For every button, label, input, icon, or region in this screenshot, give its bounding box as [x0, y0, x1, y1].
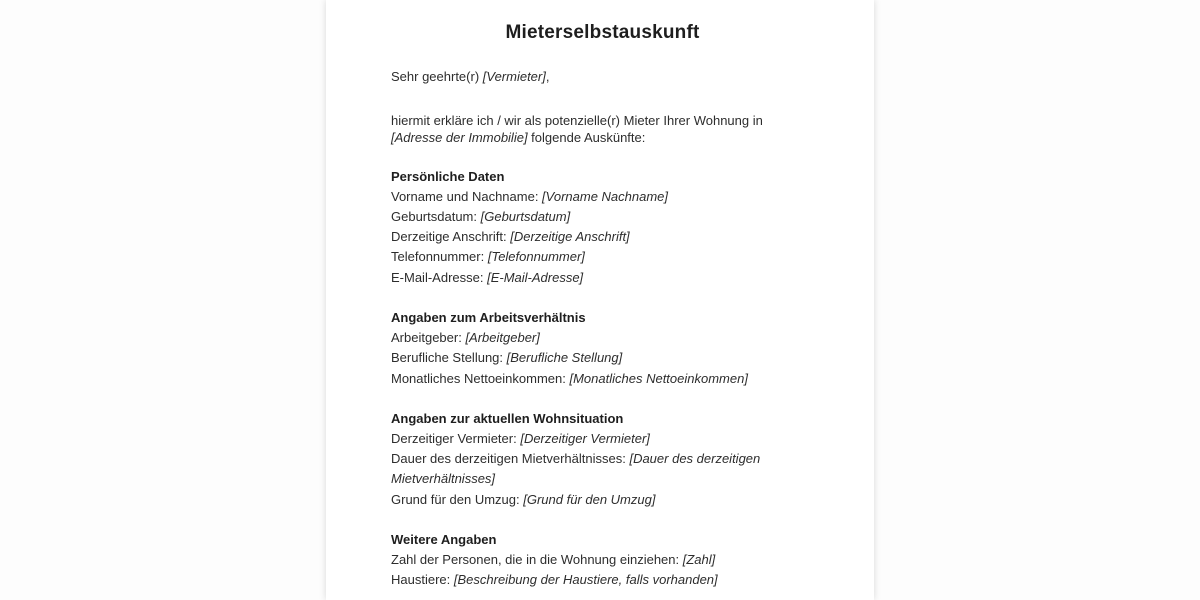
section-heading-current-housing: Angaben zur aktuellen Wohnsituation — [391, 410, 624, 426]
field-line-pets — [391, 570, 814, 590]
field-placeholder: [Arbeitgeber] — [465, 329, 540, 345]
section-current-housing — [391, 409, 814, 510]
field-placeholder: [Telefonnummer] — [487, 249, 585, 265]
field-placeholder: [Beschreibung der Haustiere, falls vorhanden] — [453, 572, 718, 588]
intro-paragraph — [391, 112, 814, 147]
field-label: Telefonnummer: — [391, 249, 488, 265]
field-label: Arbeitgeber: — [391, 329, 466, 345]
field-label: Vorname und Nachname: — [391, 188, 543, 204]
field-line-net-income — [391, 369, 814, 389]
intro-prefix: hiermit erkläre ich / wir als potenzielle(r) Mieter Ihrer Wohnung in — [391, 112, 763, 128]
field-line-current-landlord — [391, 429, 814, 449]
salutation-prefix: Sehr geehrte(r) — [391, 69, 483, 84]
document-page — [326, 0, 874, 600]
field-label: E-Mail-Adresse: — [391, 269, 488, 285]
section-heading-employment: Angaben zum Arbeitsverhältnis — [391, 309, 586, 325]
field-label: Zahl der Personen, die in die Wohnung einziehen: — [391, 552, 683, 568]
property-address-placeholder: [Adresse der Immobilie] — [391, 130, 528, 145]
field-label: Derzeitiger Vermieter: — [391, 430, 521, 446]
field-line-employer — [391, 328, 814, 348]
field-placeholder: [Dauer des derzeitigen Mietverhältnisses] — [391, 451, 761, 487]
field-label: Derzeitige Anschrift: — [391, 229, 511, 245]
salutation-suffix: , — [545, 69, 550, 84]
field-label: Haustiere: — [391, 572, 454, 588]
field-line-job-position — [391, 348, 814, 368]
section-additional-info — [391, 530, 814, 591]
document-title: Mieterselbstauskunft — [505, 22, 700, 43]
field-line-number-of-persons — [391, 550, 814, 570]
field-placeholder: [Derzeitige Anschrift] — [510, 229, 630, 245]
section-employment — [391, 308, 814, 389]
field-label: Dauer des derzeitigen Mietverhältnisses: — [391, 451, 630, 467]
landlord-placeholder: [Vermieter] — [482, 69, 546, 84]
field-label: Monatliches Nettoeinkommen: — [391, 370, 570, 386]
field-line-phone — [391, 247, 814, 267]
field-label: Berufliche Stellung: — [391, 350, 507, 366]
field-label: Grund für den Umzug: — [391, 491, 524, 507]
field-placeholder: [Vorname Nachname] — [542, 188, 669, 204]
field-line-birthdate — [391, 207, 814, 227]
field-placeholder: [Geburtsdatum] — [480, 208, 571, 224]
field-placeholder: [E-Mail-Adresse] — [487, 269, 584, 285]
field-line-tenancy-duration — [391, 449, 814, 490]
field-label: Geburtsdatum: — [391, 208, 481, 224]
field-placeholder: [Monatliches Nettoeinkommen] — [569, 370, 748, 386]
field-line-full-name — [391, 187, 814, 207]
field-placeholder: [Grund für den Umzug] — [523, 491, 656, 507]
intro-suffix: folgende Auskünfte: — [527, 130, 646, 145]
section-personal-data — [391, 167, 814, 288]
field-placeholder: [Berufliche Stellung] — [506, 350, 623, 366]
section-heading-personal-data: Persönliche Daten — [391, 168, 505, 184]
field-placeholder: [Derzeitiger Vermieter] — [520, 430, 650, 446]
salutation-paragraph — [391, 68, 814, 86]
field-line-current-address — [391, 227, 814, 247]
field-line-email — [391, 268, 814, 288]
field-line-moving-reason — [391, 490, 814, 510]
section-heading-additional-info: Weitere Angaben — [391, 532, 497, 548]
field-placeholder: [Zahl] — [682, 552, 716, 568]
